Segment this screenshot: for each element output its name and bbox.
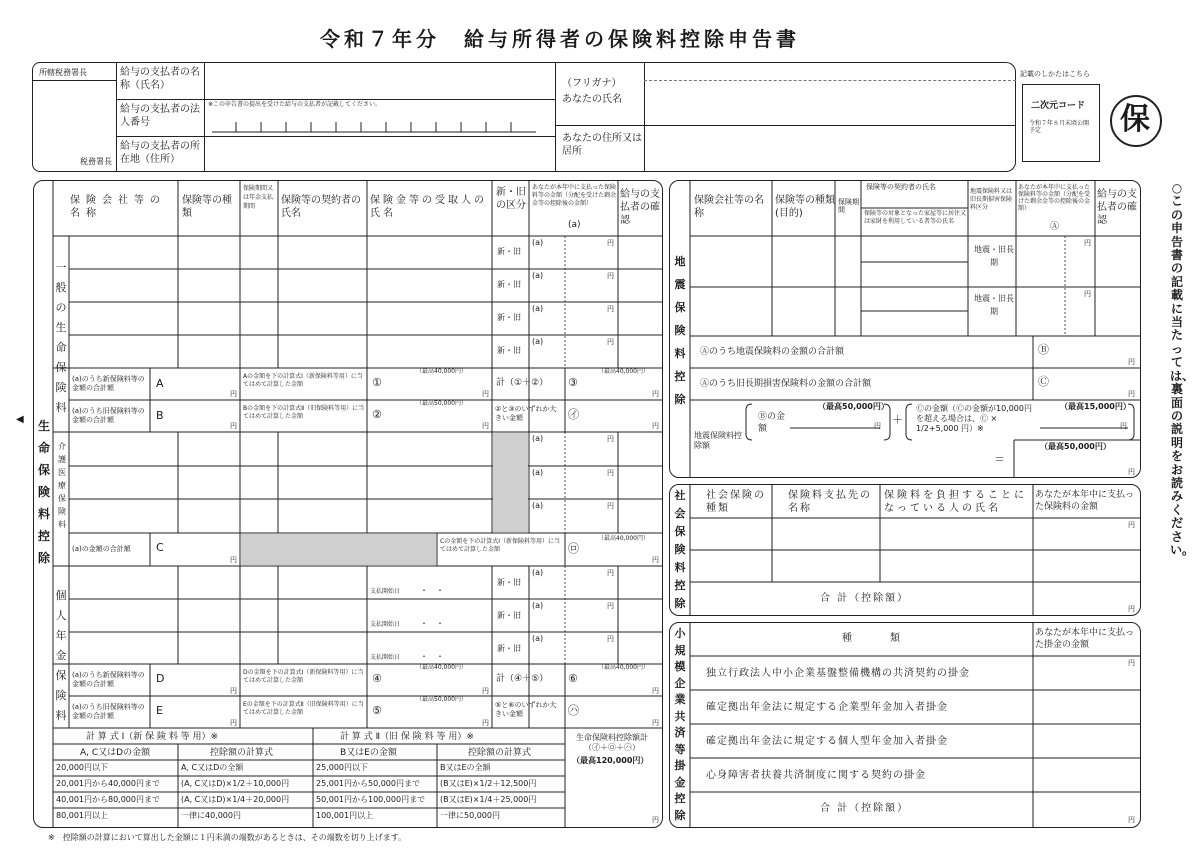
calc-a-label: Aの金額を下の計算式Ⅰ（新保険料等用）に当てはめて計算した金額 xyxy=(243,373,363,388)
small-section-title: 小規模企業共済等掛金控除 xyxy=(674,627,686,822)
formula2-cell: B又はEの全額 xyxy=(440,763,491,772)
formula1-cell: (A, C又はD)×1/2＋10,000円 xyxy=(181,779,290,788)
sum-c-letter: C xyxy=(156,541,164,554)
max-40k: （最高40,000円） xyxy=(598,664,649,671)
quake-col-contractor: 保険等の契約者の氏名 xyxy=(866,183,936,191)
life-arrow-icon: ◀ xyxy=(16,414,24,425)
yen-unit: 円 xyxy=(482,687,489,695)
amount-a-mark: (a) xyxy=(532,501,544,510)
yen-unit: 円 xyxy=(652,422,659,430)
pay-start-dots[interactable]: ・ ・ xyxy=(420,586,444,595)
amount-a-mark: (a) xyxy=(532,434,544,443)
quake-col-type: 保険等の種類(目的) xyxy=(775,195,835,219)
max-50k: （最高50,000円） xyxy=(416,696,467,703)
pension-label: 個人年金保険料 xyxy=(55,589,67,722)
yen-unit: 円 xyxy=(1084,290,1091,298)
life-col-company: 保険会社等の名称 xyxy=(70,195,166,219)
social-col-amount: あなたが本年中に支払った保険料の金額 xyxy=(1035,490,1135,512)
payer-corp-label: 給与の支払者の法人番号 xyxy=(120,104,200,128)
circle-5: ⑤ xyxy=(372,704,382,717)
quake-col-object: 保険等の対象となった家屋等に居住又は家財を利用している者等の氏名 xyxy=(864,210,967,225)
formula2-cell: (B又はE)×1/4＋25,000円 xyxy=(440,795,537,804)
life-section-title: 生命保険料控除 xyxy=(37,419,50,565)
newold-cell[interactable]: 新・旧 xyxy=(497,611,521,620)
yen-unit: 円 xyxy=(230,422,237,430)
howto-note[interactable]: 記載のしかたはこちら xyxy=(1020,70,1090,78)
quake-plus: ＋ xyxy=(892,413,903,426)
quake-sum-c-mark: Ⓒ xyxy=(1038,375,1049,388)
yen-unit: 円 xyxy=(607,435,614,443)
pay-start-label: 支払開始日 xyxy=(370,621,401,628)
pay-start-label: 支払開始日 xyxy=(370,588,401,595)
pay-start-dots[interactable]: ・ ・ xyxy=(420,652,444,661)
circle-1: ① xyxy=(372,376,382,389)
small-amount-field[interactable] xyxy=(1034,691,1139,723)
quake-b-amount: Ⓑの金額 xyxy=(758,412,786,434)
yen-unit: 円 xyxy=(652,556,659,564)
yen-unit: 円 xyxy=(607,569,614,577)
life-col-recipient: 保険金等の受取人の氏名 xyxy=(370,195,487,219)
yen-unit: 円 xyxy=(607,502,614,510)
small-col-amount: あなたが本年中に支払った掛金の金額 xyxy=(1035,628,1135,650)
quake-sum-c-label: Ⓐのうち旧長期損害保険料の金額の合計額 xyxy=(700,379,872,389)
sum-d-letter: D xyxy=(156,672,165,685)
furigana-label: （フリガナ） xyxy=(562,78,622,89)
yen-unit: 円 xyxy=(607,272,614,280)
quake-col-amount-mark: Ⓐ xyxy=(1050,222,1060,232)
small-kind-row: 確定拠出年金法に規定する企業型年金加入者掛金 xyxy=(706,702,948,713)
formula1-cell: 20,001円から40,000円まで xyxy=(56,779,160,788)
life-total-max: （最高120,000円） xyxy=(572,756,649,765)
tax-office-suffix: 税務署長 xyxy=(80,156,112,166)
quake-equals: ＝ xyxy=(994,453,1005,466)
social-col-burden: 保険料を負担することになっている人の氏名 xyxy=(884,490,1027,514)
yen-unit: 円 xyxy=(230,687,237,695)
newold-cell[interactable]: 新・旧 xyxy=(497,280,521,289)
quake-col-confirm: 給与の支払者の確認 xyxy=(1097,189,1137,226)
bigger-56-label: ⑤と⑥のいずれか大きい金額 xyxy=(495,701,557,718)
sum-b-letter: B xyxy=(156,409,164,422)
yen-unit: 円 xyxy=(607,602,614,610)
yen-unit: 円 xyxy=(607,305,614,313)
formula1-cell: (A, C又はD)×1/4＋20,000円 xyxy=(181,795,290,804)
yen-unit: 円 xyxy=(1084,239,1091,247)
formula2-cell: 25,000円以下 xyxy=(316,763,368,772)
stamp-icon: 保 xyxy=(1110,95,1162,147)
social-section-title: 社会保険料控除 xyxy=(674,489,686,610)
yen-unit: 円 xyxy=(652,687,659,695)
amount-a-mark: (a) xyxy=(532,634,544,643)
newold-cell[interactable]: 新・旧 xyxy=(497,247,521,256)
life-col-newold: 新・旧の区分 xyxy=(496,187,526,211)
quake-col-company: 保険会社等の名称 xyxy=(694,195,764,219)
formula1-head-a: A, C又はDの金額 xyxy=(80,748,151,758)
quake-col-period: 保険期間 xyxy=(838,198,859,215)
sum-b-label: (a)のうち旧保険料等の金額の合計額 xyxy=(72,407,145,424)
max-40k: （最高40,000円） xyxy=(416,368,467,375)
bigger-23-label: ②と③のいずれか大きい金額 xyxy=(495,405,557,422)
social-col-payee: 保険料支払先の名称 xyxy=(788,490,872,514)
yen-unit: 円 xyxy=(652,719,659,727)
formula2-cell: 50,001円から100,000円まで xyxy=(316,795,426,804)
quake-sum-b-mark: Ⓑ xyxy=(1038,343,1049,356)
social-col-kind: 社会保険の種類 xyxy=(706,490,766,514)
circle-i: ㋑ xyxy=(568,408,579,421)
quake-section-title: 地震保険料控除 xyxy=(674,255,686,406)
max-40k: （最高40,000円） xyxy=(598,535,649,542)
circle-4: ④ xyxy=(372,672,382,685)
small-amount-field[interactable] xyxy=(1034,759,1139,791)
yen-unit: 円 xyxy=(482,390,489,398)
quake-sum-b-label: Ⓐのうち地震保険料の金額の合計額 xyxy=(700,347,845,357)
life-total-label: 生命保険料控除額計（㋑＋㋺＋㋩） xyxy=(576,733,648,752)
formula2-title: 計 算 式 Ⅱ（旧 保 険 料 等 用）※ xyxy=(340,732,474,742)
calc-b-label: Bの金額を下の計算式Ⅱ（旧保険料等用）に当てはめて計算した金額 xyxy=(243,405,365,420)
your-addr-label: あなたの住所又は居所 xyxy=(562,133,642,157)
amount-a-mark: (a) xyxy=(532,601,544,610)
yen-unit: 円 xyxy=(1128,521,1135,529)
circle-ro: ㋺ xyxy=(568,542,579,555)
small-amount-field[interactable] xyxy=(1034,657,1139,689)
small-total-label: 合 計（控除額） xyxy=(820,803,910,814)
yen-unit: 円 xyxy=(1128,390,1135,398)
yen-unit: 円 xyxy=(874,422,881,430)
sum-c-label: (a)の金額の合計額 xyxy=(72,545,131,553)
formula2-cell: 一律に50,000円 xyxy=(440,811,500,820)
calc-c-label: Cの金額を下の計算式Ⅰ（新保険料等用）に当てはめて計算した金額 xyxy=(440,538,560,553)
quake-c-max: （最高15,000円） xyxy=(1060,402,1131,411)
formula2-head-a: B又はEの金額 xyxy=(340,748,397,758)
circle-6: ⑥ xyxy=(568,672,578,685)
circle-2: ② xyxy=(372,408,382,421)
calc-e-label: Eの金額を下の計算式Ⅱ（旧保険料等用）に当てはめて計算した金額 xyxy=(243,701,364,716)
tax-office-label: 所轄税務署長 xyxy=(39,68,87,77)
small-kind-row: 確定拠出年金法に規定する個人型年金加入者掛金 xyxy=(706,736,948,747)
amount-a-mark: (a) xyxy=(532,568,544,577)
life-col-type: 保険等の種類 xyxy=(182,195,232,219)
yen-unit: 円 xyxy=(482,719,489,727)
rounding-footnote: ※ 控除額の計算において算出した金額に１円未満の端数があるときは、その端数を切り上げます。 xyxy=(48,833,407,842)
small-total-field[interactable] xyxy=(1034,793,1139,826)
newold-cell[interactable]: 新・旧 xyxy=(497,346,521,355)
circle-3: ③ xyxy=(568,376,578,389)
max-50k: （最高50,000円） xyxy=(416,400,467,407)
yen-unit: 円 xyxy=(607,338,614,346)
sum-e-label: (a)のうち旧保険料等の金額の合計額 xyxy=(72,703,145,720)
amount-a-mark: (a) xyxy=(532,304,544,313)
max-40k: （最高40,000円） xyxy=(416,664,467,671)
yen-unit: 円 xyxy=(230,556,237,564)
qr-sub: 令和７年８月末頃公開予定 xyxy=(1029,120,1090,134)
yen-unit: 円 xyxy=(652,390,659,398)
quake-b-max: （最高50,000円） xyxy=(818,402,889,411)
small-amount-field[interactable] xyxy=(1034,725,1139,757)
circle-ha: ㋩ xyxy=(568,704,579,717)
formula1-cell: 20,000円以下 xyxy=(56,763,108,772)
amount-a-mark: (a) xyxy=(532,468,544,477)
quake-total-max: （最高50,000円） xyxy=(1040,442,1111,451)
yen-unit: 円 xyxy=(1120,422,1127,430)
care-label: 介護医療保険料 xyxy=(58,442,66,529)
formula2-cell: 100,001円以上 xyxy=(316,811,374,820)
life-col-confirm: 給与の支払者の確認 xyxy=(620,189,660,226)
life-col-amount: あなたが本年中に支払った保険料等の金額（分配を受けた剰余金等の控除後の金額） xyxy=(532,184,617,207)
sum-a-label: (a)のうち新保険料等の金額の合計額 xyxy=(72,375,145,392)
newold-cell[interactable]: 新・旧 xyxy=(497,313,521,322)
sum-e-letter: E xyxy=(156,704,163,717)
life-col-contractor: 保険等の契約者の氏名 xyxy=(281,195,361,219)
sum-a-letter: A xyxy=(156,377,164,390)
payer-corp-note: ※この申告書の提出を受けた給与の支払者が記載してください。 xyxy=(208,101,382,108)
social-total-label: 合 計（控除額） xyxy=(820,593,910,604)
yen-unit: 円 xyxy=(1128,358,1135,366)
pay-start-label: 支払開始日 xyxy=(370,654,401,661)
calc-d-label: Dの金額を下の計算式Ⅰ（新保険料等用）に当てはめて計算した金額 xyxy=(243,669,364,684)
formula2-cell: 25,001円から50,000円まで xyxy=(316,779,420,788)
side-note: ○この申告書の記載に当たっては、裏面の説明をお読みください。 xyxy=(1170,181,1195,557)
sum-45-label: 計（④＋⑤） xyxy=(496,674,549,684)
page-title: 令和７年分 給与所得者の保険料控除申告書 xyxy=(320,27,800,51)
small-col-kind: 種 類 xyxy=(842,633,906,644)
newold-cell[interactable]: 新・旧 xyxy=(497,578,521,587)
yen-unit: 円 xyxy=(1128,605,1135,613)
payer-name-label: 給与の支払者の名称（氏名） xyxy=(120,67,200,91)
formula1-cell: 一律に40,000円 xyxy=(181,811,241,820)
yen-unit: 円 xyxy=(652,816,659,824)
formula1-cell: 40,001円から80,000円まで xyxy=(56,795,160,804)
pay-start-dots[interactable]: ・ ・ xyxy=(420,619,444,628)
yen-unit: 円 xyxy=(1128,468,1135,476)
quake-kind-cell[interactable]: 地震・旧長期 xyxy=(974,294,1014,316)
yen-unit: 円 xyxy=(607,239,614,247)
newold-cell[interactable]: 新・旧 xyxy=(497,644,521,653)
yen-unit: 円 xyxy=(607,635,614,643)
formula1-cell: A, C又はDの全額 xyxy=(181,763,244,772)
general-life-label: 一般の生命保険料 xyxy=(55,261,67,414)
payer-addr-label: 給与の支払者の所在地（住所） xyxy=(120,141,200,165)
quake-col-kind: 地震保険料又は旧長期損害保険料区分 xyxy=(970,188,1013,211)
yen-unit: 円 xyxy=(1128,816,1135,824)
small-kind-row: 独立行政法人中小企業基盤整備機構の共済契約の掛金 xyxy=(706,668,970,679)
life-col-amount-mark: (a) xyxy=(568,220,581,230)
yen-unit: 円 xyxy=(230,390,237,398)
amount-a-mark: (a) xyxy=(532,238,544,247)
formula2-cell: (B又はE)×1/2＋12,500円 xyxy=(440,779,537,788)
yen-unit: 円 xyxy=(607,469,614,477)
max-40k: （最高40,000円） xyxy=(598,368,649,375)
amount-a-mark: (a) xyxy=(532,271,544,280)
sum-12-label: 計（①＋②） xyxy=(496,378,549,388)
quake-kind-cell[interactable]: 地震・旧長期 xyxy=(974,245,1014,267)
life-col-period: 保険期間又は年金支払期間 xyxy=(243,185,274,210)
formula1-cell: 80,001円以上 xyxy=(56,811,108,820)
quake-c-amount: Ⓒの金額（Ⓒの金額が10,000円を超える場合は、Ⓒ × 1/2+5,000 円）※ xyxy=(916,404,1032,433)
formula2-head-b: 控除額の計算式 xyxy=(468,748,532,758)
sum-d-label: (a)のうち新保険料等の金額の合計額 xyxy=(72,671,145,688)
quake-ded-label: 地震保険料控除額 xyxy=(694,431,742,450)
quake-col-amount: あなたが本年中に支払った保険料等の金額（分配を受けた剰余金等の控除後の金額） xyxy=(1018,184,1091,212)
yen-unit: 円 xyxy=(1128,659,1135,667)
your-name-label: あなたの氏名 xyxy=(562,94,622,105)
formula1-title: 計 算 式 Ⅰ（新 保 険 料 等 用）※ xyxy=(86,732,219,742)
yen-unit: 円 xyxy=(482,422,489,430)
small-kind-row: 心身障害者扶養共済制度に関する契約の掛金 xyxy=(706,770,926,781)
qr-label: 二次元コード xyxy=(1031,101,1086,111)
amount-a-mark: (a) xyxy=(532,337,544,346)
formula1-head-b: 控除額の計算式 xyxy=(210,748,274,758)
yen-unit: 円 xyxy=(230,719,237,727)
